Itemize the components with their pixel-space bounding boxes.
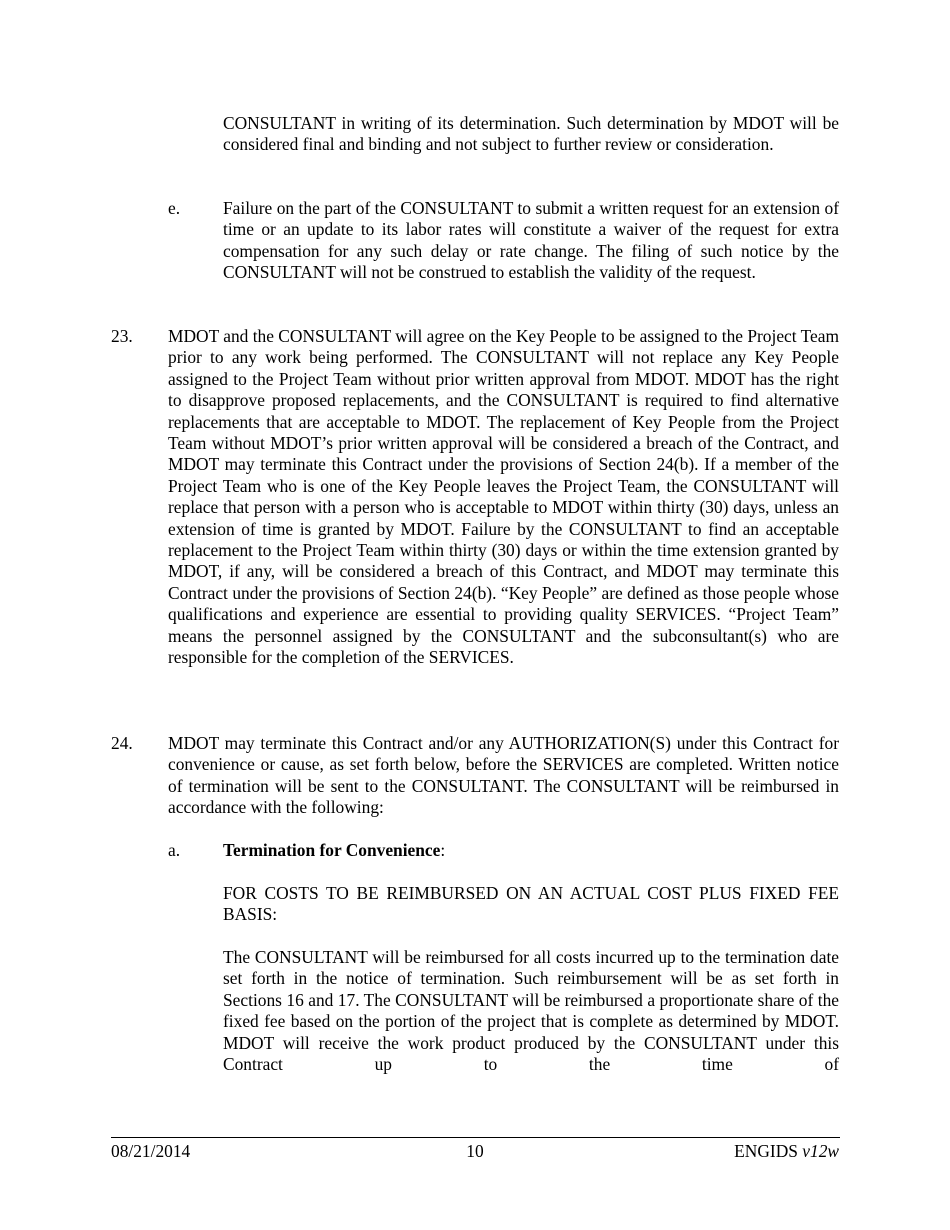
item-a-heading-colon: : <box>440 840 446 860</box>
item-a-subheading: FOR COSTS TO BE REIMBURSED ON AN ACTUAL COST PLUS FIXED FEE BASIS: <box>223 883 839 925</box>
footer-version: v12w <box>802 1141 839 1161</box>
section-24-text: MDOT may terminate this Contract and/or any AUTHORIZATION(S) under this Contract for convenience or cause, as set forth below, before the SERVICES are completed. Written notice of termination will be sent to the CONSULTANT. The CONSULTANT will be reimbursed in accordance with the following: <box>168 733 839 818</box>
item-a-label: a. <box>168 840 181 860</box>
item-a-text: The CONSULTANT will be reimbursed for all costs incurred up to the termination date set forth in the notice of termination. Such reimbursement will be as set forth in Sections 16 and 17. The CONSULTANT will be reimbursed a proportionate share of the fixed fee based on the portion of the project that is complete as determined by MDOT. MDOT will receive the work product produced by the CONSULTANT under this Contract up to the time of <box>223 947 839 1075</box>
section-23-number: 23. <box>111 326 133 346</box>
item-e-label: e. <box>168 198 181 218</box>
footer-doc-id <box>734 1141 839 1162</box>
section-24-number: 24. <box>111 733 133 753</box>
continued-paragraph: CONSULTANT in writing of its determination. Such determination by MDOT will be considered final and binding and not subject to further review or consideration. <box>223 113 839 155</box>
footer-date: 08/21/2014 <box>111 1141 191 1161</box>
section-23-text: MDOT and the CONSULTANT will agree on the Key People to be assigned to the Project Team prior to any work being performed. The CONSULTANT will not replace any Key People assigned to the Project Team without prior written approval from MDOT. MDOT has the right to disapprove proposed replacements, and the CONSULTANT is required to find alternative replacements that are acceptable to MDOT. The replacement of Key People from the Project Team without MDOT’s prior written approval will be considered a breach of the Contract, and MDOT may terminate this Contract under the provisions of Section 24(b). If a member of the Project Team who is one of the Key People leaves the Project Team, the CONSULTANT will replace that person with a person who is acceptable to MDOT within thirty (30) days, unless an extension of time is granted by MDOT. Failure by the CONSULTANT to find an acceptable replacement to the Project Team within thirty (30) days or within the time extension granted by MDOT, if any, will be considered a breach of this Contract, and MDOT may terminate this Contract under the provisions of Section 24(b). “Key People” are defined as those people whose qualifications and experience are essential to providing quality SERVICES. “Project Team” means the personnel assigned by the CONSULTANT and the subconsultant(s) who are responsible for the completion of the SERVICES. <box>168 326 839 668</box>
footer-page-number: 10 <box>466 1141 484 1161</box>
item-a-heading-line <box>223 840 839 861</box>
footer-doc-name: ENGIDS <box>734 1141 798 1161</box>
item-e-text: Failure on the part of the CONSULTANT to submit a written request for an extension of time or an update to its labor rates will constitute a waiver of the request for extra compensation for any such delay or rate change. The filing of such notice by the CONSULTANT will not be construed to establish the validity of the request. <box>223 198 839 283</box>
footer-divider <box>111 1137 840 1138</box>
item-a-heading: Termination for Convenience <box>223 840 441 860</box>
